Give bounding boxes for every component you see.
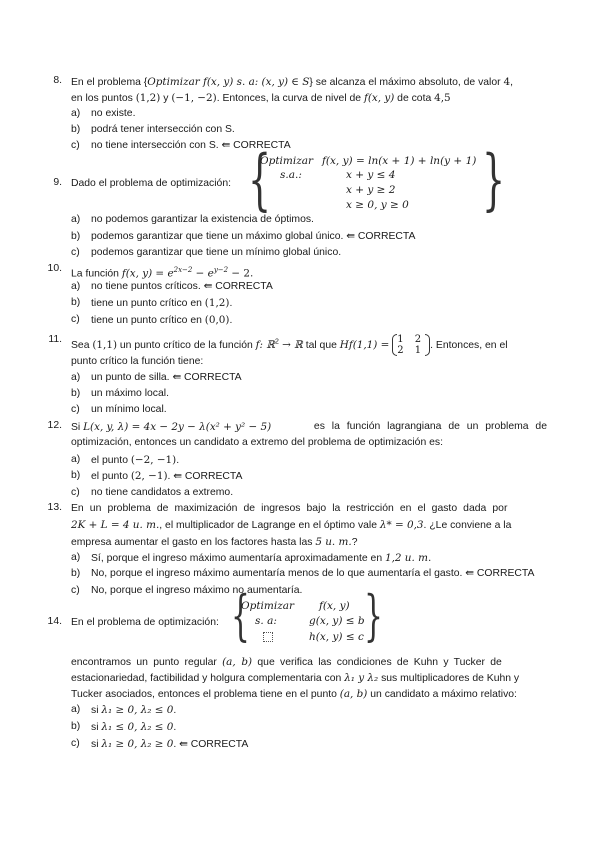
- option-c: c) si λ₁ ≥ 0, λ₂ ≥ 0. ⇚ CORRECTA: [71, 738, 249, 750]
- option-b: b) No, porque el ingreso máximo aumentaría menos de lo que aumentaría el gasto. ⇚ CORRECTA: [71, 568, 535, 579]
- question-number: 8.: [53, 75, 62, 86]
- option-b: b) si λ₁ ≤ 0, λ₂ ≤ 0.: [71, 721, 177, 733]
- option-a: a) no tiene puntos críticos. ⇚ CORRECTA: [71, 281, 273, 292]
- option-c: c) un mínimo local.: [71, 404, 167, 415]
- option-a: a) un punto de silla. ⇚ CORRECTA: [71, 372, 242, 383]
- question-text-line2: optimización, entonces un candidato a extremo del problema de optimización es:: [71, 437, 443, 448]
- option-a: a) no podemos garantizar la existencia de óptimos.: [71, 214, 314, 225]
- question-text: En el problema {Optimizar f(x, y) s. a: (x, y) ∈ S} se alcanza el máximo absoluto, de valor 4,: [71, 76, 514, 88]
- option-a: a) el punto (−2, −1).: [71, 454, 180, 466]
- hessian-matrix: 1 2 2 1: [392, 334, 430, 356]
- left-brace: {: [231, 584, 250, 647]
- question-text-line3: empresa aumentar el gasto en los factores hasta las 5 u. m.?: [71, 536, 358, 548]
- question-number: 9.: [53, 177, 62, 188]
- question-number: 12.: [47, 420, 62, 431]
- option-b: b) el punto (2, −1). ⇚ CORRECTA: [71, 470, 243, 482]
- question-text: En un problema de maximización de ingresos bajo la restricción en el gasto dada por: [71, 503, 508, 514]
- question-text-line2: en los puntos (1,2) y (−1, −2). Entonces, la curva de nivel de f(x, y) de cota 4,5: [71, 92, 451, 104]
- question-text: Si L(x, y, λ) = 4x − 2y − λ(x² + y² − 5): [71, 421, 272, 433]
- option-b: b) tiene un punto crítico en (1,2).: [71, 297, 233, 309]
- optimization-system: Optimizar f(x, y) s. a: g(x, y) ≤ b h(x, y) ≤ c: [241, 600, 365, 643]
- question-text: La función f(x, $y) = e^{2x-2} - e^{y-2} - 2$.: [71, 266, 254, 280]
- option-c: c) no tiene intersección con S. ⇚ CORRECTA: [71, 140, 291, 151]
- right-brace: }: [482, 141, 506, 218]
- question-number: 10.: [47, 263, 62, 274]
- option-b: b) podemos garantizar que tiene un máximo global único. ⇚ CORRECTA: [71, 231, 416, 242]
- option-c: c) podemos garantizar que tiene un mínimo global único.: [71, 247, 342, 258]
- question-text: En el problema de optimización:: [71, 617, 219, 628]
- question-text-line2: punto crítico la función tiene:: [71, 356, 204, 367]
- optimization-system: Optimizar f(x, y) = ln(x + 1) + ln(y + 1) s.a.: x + y ≤ 4 x + y ≥ 2 x ≥ 0, y ≥ 0: [260, 155, 477, 211]
- placeholder-box: [263, 630, 273, 644]
- question-text-line2: 2K + L = 4 u. m., el multiplicador de Lagrange en el óptimo vale λ* = 0,3. ¿Le conviene a la: [71, 519, 512, 531]
- option-a: a) Sí, porque el ingreso máximo aumentaría aproximadamente en 1,2 u. m.: [71, 552, 432, 564]
- question-number: 11.: [48, 334, 62, 345]
- right-brace: }: [364, 584, 383, 647]
- question-text: Sea (1,1) un punto crítico de la función f: ℝ$^2$ → ℝ tal que Hf(1,1) = 1 2 2 1 . Entonces, en el: [71, 334, 508, 356]
- question-text: Dado el problema de optimización:: [71, 178, 231, 189]
- paragraph-line1: encontramos un punto regular (a, b) que verifica las condiciones de Kuhn y Tucker de: [71, 656, 502, 668]
- paragraph-line2: estacionariedad, factibilidad y holgura complementaria con λ₁ y λ₂ sus multiplicadores de Kuhn y: [71, 672, 520, 684]
- question-number: 13.: [47, 502, 62, 513]
- option-c: c) tiene un punto crítico en (0,0).: [71, 314, 233, 326]
- left-brace: {: [248, 141, 272, 218]
- option-c: c) No, porque el ingreso máximo no aumentaría.: [71, 585, 303, 596]
- option-b: b) podrá tener intersección con S.: [71, 124, 235, 135]
- question-number: 14.: [47, 616, 62, 627]
- question-text-cont: es la función lagrangiana de un problema de: [313, 421, 547, 432]
- option-a: a) no existe.: [71, 108, 136, 119]
- paragraph-line3: Tucker asociados, entonces el problema tiene en el punto (a, b) un candidato a máximo relativo:: [71, 688, 517, 700]
- option-a: a) si λ₁ ≥ 0, λ₂ ≤ 0.: [71, 704, 177, 716]
- option-c: c) no tiene candidatos a extremo.: [71, 487, 234, 498]
- option-b: b) un máximo local.: [71, 388, 169, 399]
